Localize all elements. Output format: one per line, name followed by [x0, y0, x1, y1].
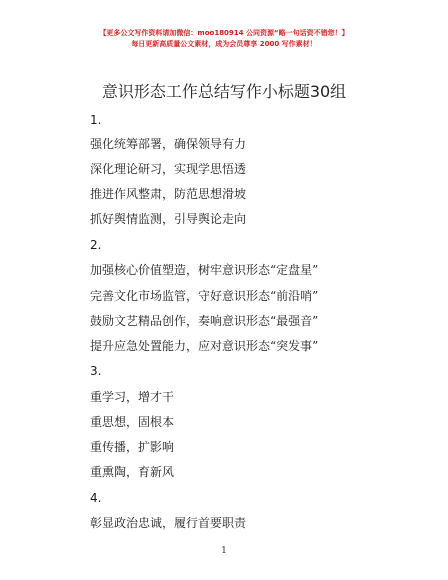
subtitle-item: 鼓励文艺精品创作，奏响意识形态“最强音” — [90, 314, 319, 328]
subtitle-item: 重思想，固根本 — [90, 415, 175, 429]
subtitle-item: 强化统筹部署，确保领导有力 — [90, 137, 247, 151]
promo-banner-line-2: 每日更新高质量公文素材，成为会员尊享 2000 写作素材！ — [131, 40, 317, 48]
subtitle-item: 彰显政治忠诚，履行首要职责 — [90, 516, 247, 530]
document-title: 意识形态工作总结写作小标题30组 — [101, 82, 347, 101]
subtitle-item: 推进作风整肃，防范思想滑坡 — [90, 187, 247, 201]
subtitle-item: 深化理论研习，实现学思悟透 — [90, 162, 247, 176]
group-number: 3. — [90, 364, 102, 378]
subtitle-item: 完善文化市场监管，守好意识形态“前沿哨” — [90, 289, 319, 303]
page-number: 1 — [221, 546, 227, 556]
subtitle-item: 加强核心价值塑造，树牢意识形态“定盘星” — [90, 263, 319, 277]
subtitle-item: 提升应急处置能力，应对意识形态“突发事” — [90, 339, 319, 353]
group-number: 1. — [90, 113, 102, 127]
promo-banner-line-1: 【更多公文写作资料请加微信：moo180914 公同资源“略一句话资不错您！】 — [99, 29, 349, 37]
subtitle-item: 抓好舆情监测，引导舆论走向 — [90, 212, 247, 226]
subtitle-item: 重熏陶，育新风 — [90, 465, 175, 479]
group-number: 4. — [90, 491, 102, 505]
group-number: 2. — [90, 238, 102, 252]
subtitle-item: 重传播，扩影响 — [90, 440, 175, 454]
subtitle-item: 重学习，增才干 — [90, 390, 175, 404]
